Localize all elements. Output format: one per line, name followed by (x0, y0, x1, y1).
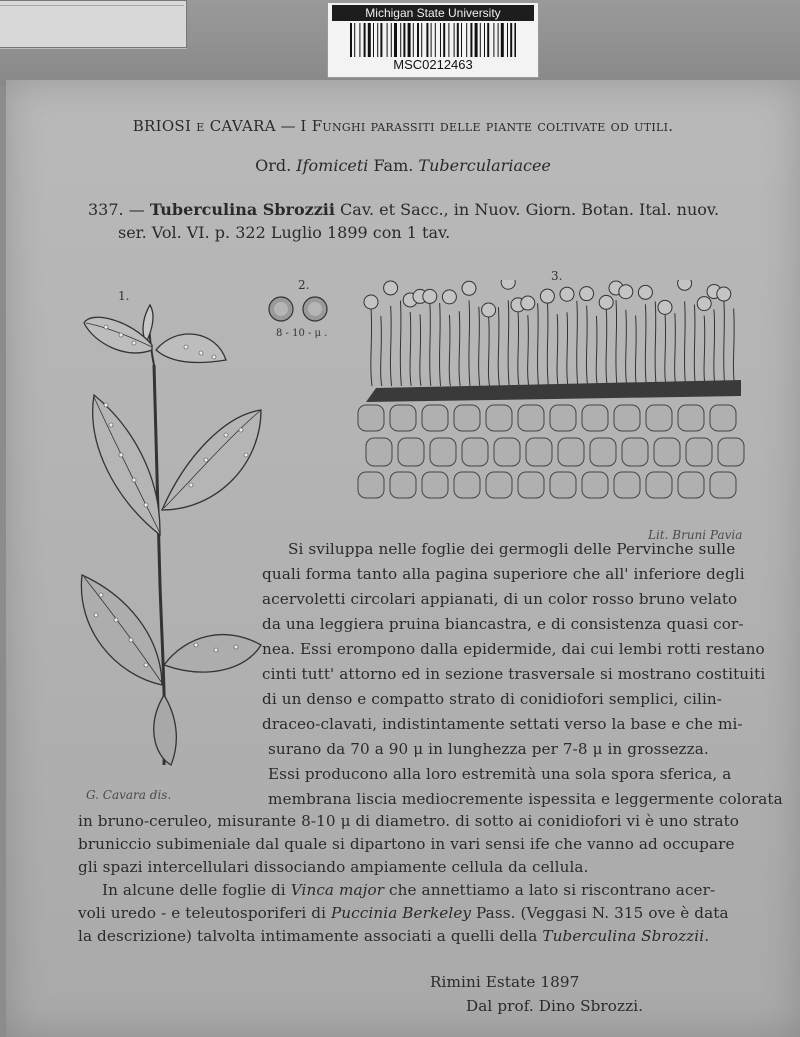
desc-line-3: acervoletti circolari appianati, di un color rosso bruno velato (262, 590, 738, 608)
section-illustration (346, 280, 758, 515)
vinca-major: Vinca major (290, 881, 385, 899)
species-citation-1: Cav. et Sacc., in Nuov. Giorn. Botan. Ital. nuov. (340, 200, 720, 219)
desc-line-6: cinti tutt' attorno ed in sezione trasversale si mostrano costituiti (262, 665, 766, 683)
desc-line-4: da una leggiera pruina biancastra, e di consistenza quasi cor- (262, 615, 744, 633)
species-name: Tuberculina Sbrozzii (149, 200, 335, 219)
para2-text: In alcune delle foglie di (102, 881, 286, 899)
desc-line-8: draceo-clavati, indistintamente settati verso la base e che mi- (262, 715, 743, 733)
para2-line-2 (78, 904, 729, 922)
desc-line-1: Si sviluppa nelle foglie dei germogli delle Pervinche sulle (288, 540, 736, 558)
para2-text: Pass. (Veggasi N. 315 ove è data (476, 904, 729, 922)
place-date: Rimini Estate 1897 (430, 973, 580, 991)
fig2-label: 2. (298, 278, 310, 292)
para2-line-1 (102, 881, 715, 899)
desc-full-line-1: in bruno-ceruleo, misurante 8-10 μ di diametro. di sotto ai conidiofori vi è uno strato (78, 812, 740, 830)
desc-line-9: surano da 70 a 90 μ in lunghezza per 7-8 μ in grossezza. (268, 740, 709, 758)
desc-line-11: membrana liscia mediocremente ispessita e leggermente colorata (268, 790, 783, 808)
para2-line-3 (78, 927, 709, 945)
folder-tab (0, 0, 187, 48)
collector: Dal prof. Dino Sbrozzi. (466, 997, 644, 1015)
exsiccata-sheet (6, 80, 800, 1037)
artist-signature: G. Cavara dis. (86, 788, 172, 802)
puccinia-berkeley: Puccinia Berkeley (330, 904, 472, 922)
barcode-number: MSC0212463 (393, 57, 473, 72)
spore-illustration (264, 293, 334, 325)
engraver-signature: Lit. Bruni Pavia (648, 528, 743, 542)
desc-full-line-2: bruniccio subimeniale dal quale si dipartono in vari sensi ife che vanno ad occupare (78, 835, 735, 853)
fam-label: Fam. (373, 156, 414, 175)
institution-name: Michigan State University (332, 5, 534, 21)
fam-name: Tuberculariacee (418, 156, 551, 175)
series-title: I Funghi parassiti delle piante coltivate od utili. (300, 117, 674, 135)
fig3-label: 3. (551, 269, 563, 283)
species-number: 337. — (88, 200, 145, 219)
barcode-label (327, 2, 539, 78)
para2-text: la descrizione) talvolta intimamente associati a quelli della (78, 927, 538, 945)
desc-line-7: di un denso e compatto strato di conidiofori semplici, cilin- (262, 690, 723, 708)
series-header (6, 117, 800, 135)
fig1-label: 1. (118, 289, 130, 303)
ord-label: Ord. (255, 156, 292, 175)
para2-text: che annettiamo a lato si riscontrano acer- (389, 881, 716, 899)
desc-line-2: quali forma tanto alla pagina superiore che all' inferiore degli (262, 565, 745, 583)
header-dash: — (280, 117, 296, 135)
classification-line (6, 156, 800, 175)
desc-full-line-3: gli spazi intercellulari dissociando ampiamente cellula da cellula. (78, 858, 589, 876)
plant-illustration (76, 285, 276, 775)
desc-line-10: Essi producono alla loro estremità una sola spora sferica, a (268, 765, 732, 783)
tuberculina-sbrozzii: Tuberculina Sbrozzii. (542, 927, 710, 945)
species-heading (88, 200, 719, 219)
barcode-icon (350, 23, 516, 57)
desc-line-5: nea. Essi erompono dalla epidermide, dai cui lembi rotti restano (262, 640, 765, 658)
species-citation-2: ser. Vol. VI. p. 322 Luglio 1899 con 1 tav. (118, 223, 451, 242)
ord-name: Ifomiceti (296, 156, 369, 175)
para2-text: voli uredo - e teleutosporiferi di (78, 904, 327, 922)
fig2-scale: 8 - 10 - μ . (276, 328, 328, 339)
authors: BRIOSI e CAVARA (132, 117, 276, 135)
